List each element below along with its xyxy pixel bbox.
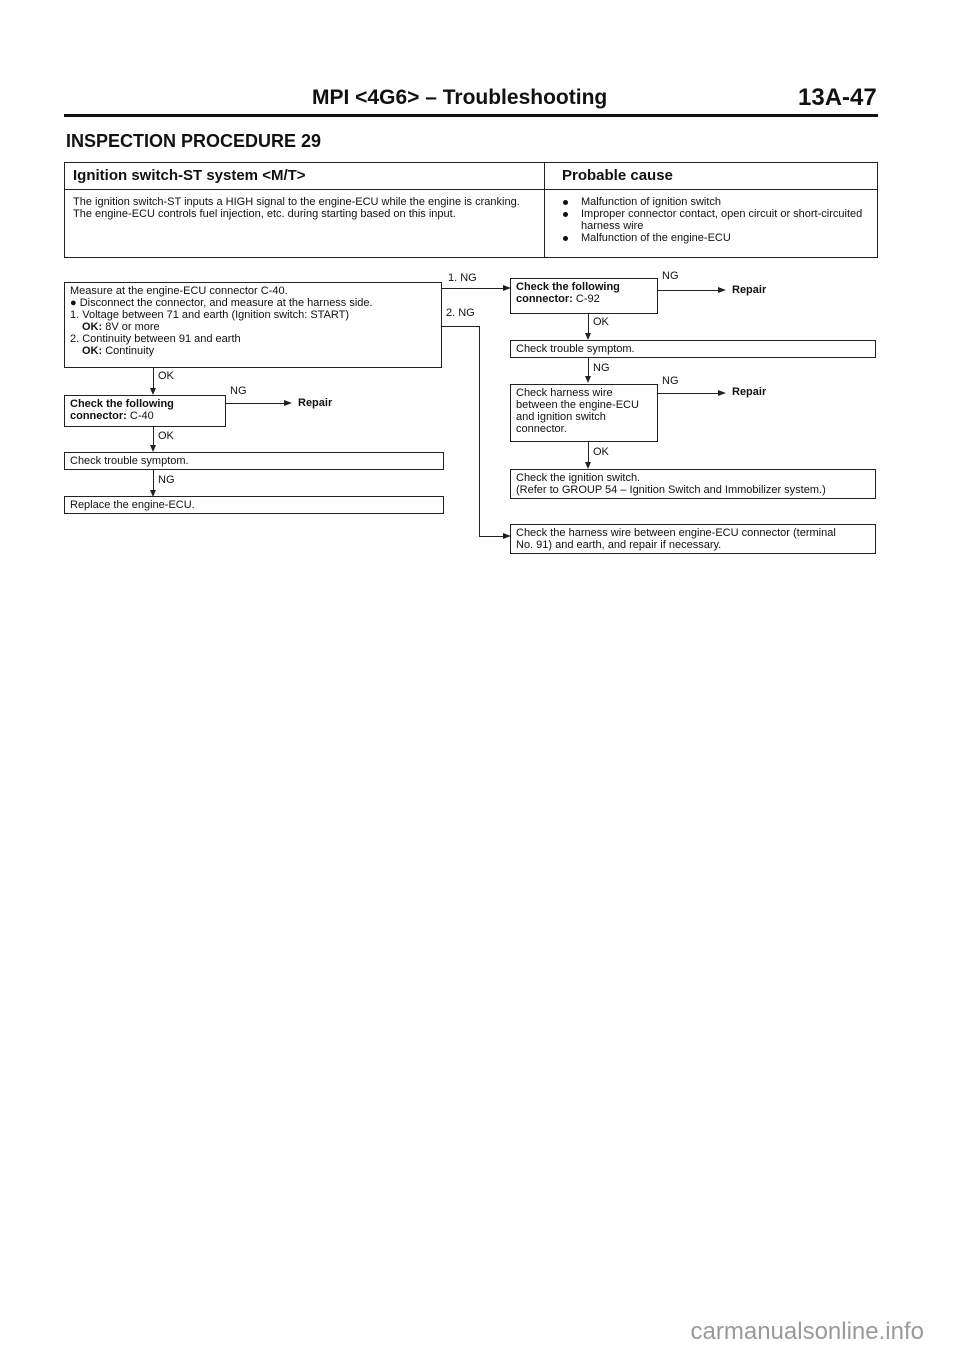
ok-label: OK <box>158 430 174 442</box>
replace-ecu-box: Replace the engine-ECU. <box>64 496 444 514</box>
bullet-icon <box>563 212 568 217</box>
symptom-table <box>64 162 878 258</box>
header-rule <box>64 114 878 117</box>
ok-label: OK <box>158 370 174 382</box>
flow-connector <box>226 403 286 404</box>
bullet-icon <box>563 236 568 241</box>
table-divider <box>544 163 545 257</box>
system-description <box>73 196 539 220</box>
watermark: carmanualsonline.info <box>690 1318 924 1345</box>
ok-label: OK <box>593 446 609 458</box>
description-line: The ignition switch-ST inputs a HIGH signal to the engine-ECU while the engine is cranking. <box>73 196 520 208</box>
flow-connector <box>479 326 480 537</box>
list-item: Improper connector contact, open circuit or short-circuited harness wire <box>563 208 871 232</box>
flow-connector <box>442 326 480 327</box>
flow-connector <box>658 393 720 394</box>
ng1-label: 1. NG <box>448 272 477 284</box>
page-number: 13A-47 <box>798 84 877 111</box>
repair-label: Repair <box>732 284 767 296</box>
flow-connector <box>658 290 720 291</box>
measure-box: Measure at the engine-ECU connector C-40. ● Disconnect the connector, and measure at the harness side. 1. Voltage between 71 and earth (Ignition switch: START) OK: 8V or more 2. Continuity between 91 and earth OK: Continuity <box>64 282 442 368</box>
ng2-label: 2. NG <box>446 307 475 319</box>
arrow-down-icon <box>150 388 156 395</box>
check-connector-c92-box: Check the following connector: C-92 <box>510 278 658 314</box>
arrow-down-icon <box>585 462 591 469</box>
check-harness-91-box: Check the harness wire between engine-ECU connector (terminal No. 91) and earth, and repair if necessary. <box>510 524 876 554</box>
flow-connector <box>588 442 589 464</box>
ng-label: NG <box>230 385 247 397</box>
check-harness-box: Check harness wire between the engine-ECU and ignition switch connector. <box>510 384 658 442</box>
table-header-system: Ignition switch-ST system <M/T> <box>73 167 306 184</box>
page-header-title: MPI <4G6> – Troubleshooting <box>312 86 608 109</box>
probable-cause-list <box>563 196 871 244</box>
bullet-icon: ● <box>70 297 80 309</box>
check-connector-c40-box: Check the following connector: C-40 <box>64 395 226 427</box>
check-ignition-switch-box: Check the ignition switch. (Refer to GROUP 54 – Ignition Switch and Immobilizer system.) <box>510 469 876 499</box>
list-item: Malfunction of ignition switch <box>563 196 871 208</box>
flow-connector <box>442 288 508 289</box>
arrow-right-icon <box>718 390 726 396</box>
description-line: The engine-ECU controls fuel injection, etc. during starting based on this input. <box>73 208 456 220</box>
procedure-title: INSPECTION PROCEDURE 29 <box>66 131 322 151</box>
ng-label: NG <box>593 362 610 374</box>
list-item: Malfunction of the engine-ECU <box>563 232 871 244</box>
flow-connector <box>153 427 154 447</box>
repair-label: Repair <box>732 386 767 398</box>
flow-connector <box>588 358 589 378</box>
ok-label: OK <box>593 316 609 328</box>
bullet-icon <box>563 200 568 205</box>
flow-connector <box>153 470 154 492</box>
arrow-right-icon <box>718 287 726 293</box>
arrow-right-icon <box>284 400 292 406</box>
ng-label: NG <box>158 474 175 486</box>
flow-connector <box>153 368 154 390</box>
arrow-down-icon <box>585 333 591 340</box>
check-trouble-box-right: Check trouble symptom. <box>510 340 876 358</box>
arrow-down-icon <box>150 445 156 452</box>
arrow-down-icon <box>585 376 591 383</box>
ng-label: NG <box>662 375 679 387</box>
check-trouble-box-left: Check trouble symptom. <box>64 452 444 470</box>
ng-label: NG <box>662 270 679 282</box>
table-header-rule <box>65 189 877 190</box>
repair-label: Repair <box>298 397 333 409</box>
table-header-cause: Probable cause <box>562 167 673 184</box>
